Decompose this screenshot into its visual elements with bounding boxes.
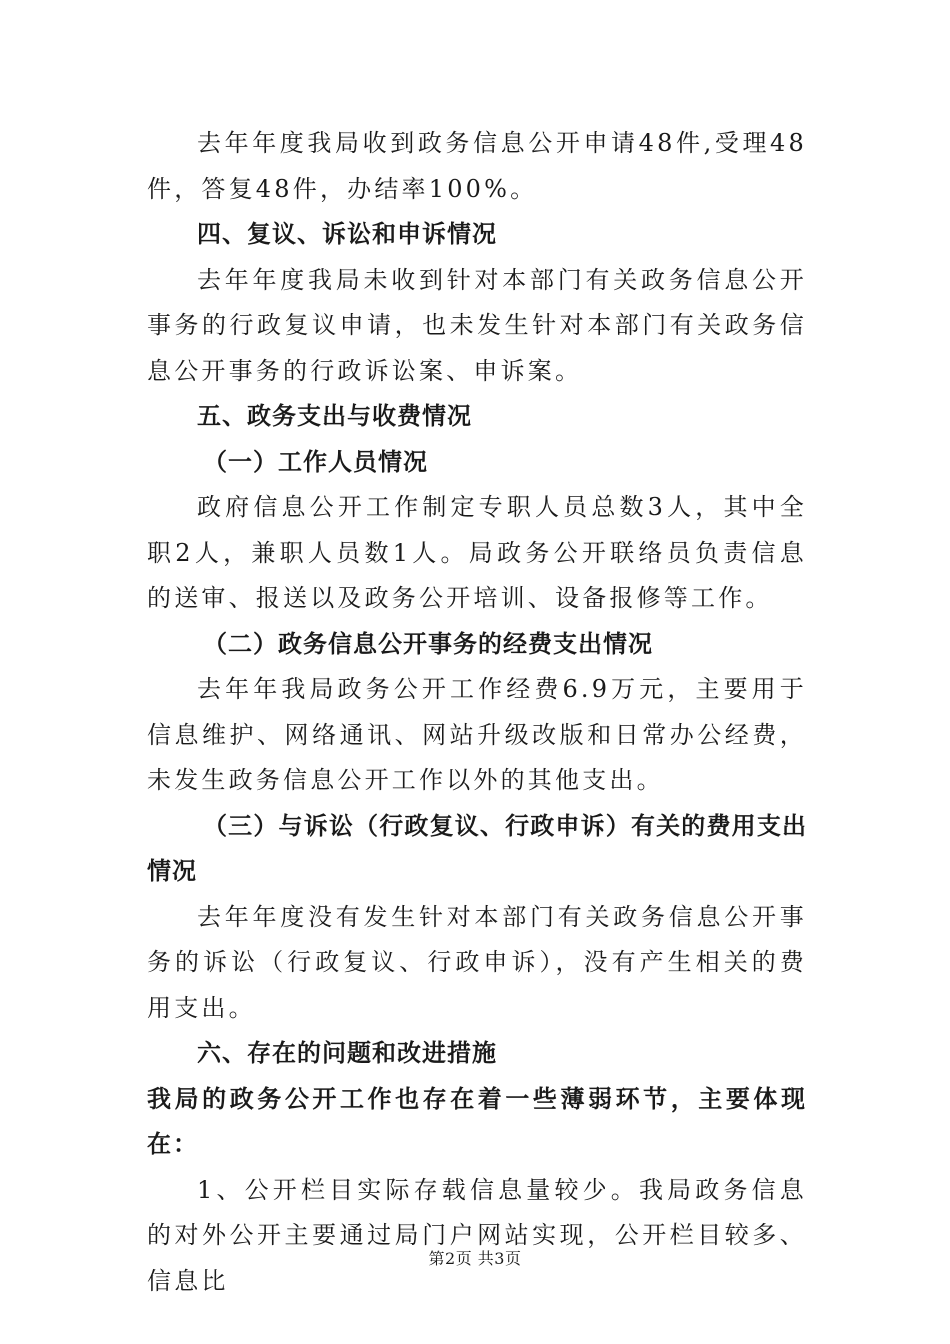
paragraph-weaknesses-intro: 我局的政务公开工作也存在着一些薄弱环节，主要体现在： (147, 1084, 807, 1158)
paragraph-staff: 政府信息公开工作制定专职人员总数3人，其中全职2人，兼职人员数1人。局政务公开联络员负责信息的送审、报送以及政务公开培训、设备报修等工作。 (147, 493, 807, 612)
page-footer: 第2页 共3页 (428, 1249, 522, 1268)
paragraph-review-litigation: 去年年度我局未收到针对本部门有关政务信息公开事务的行政复议申请，也未发生针对本部门有关政务信息公开事务的行政诉讼案、申诉案。 (147, 265, 807, 385)
section-heading-problems: 六、存在的问题和改进措施 (197, 1039, 497, 1067)
section-heading-review-litigation: 四、复议、诉讼和申诉情况 (197, 220, 497, 248)
paragraph-application-stats: 去年年度我局收到政务信息公开申请48件,受理48件，答复48件，办结率100%。 (147, 129, 807, 203)
paragraph-problem-1: 1、公开栏目实际存载信息量较少。我局政务信息的对外公开主要通过局门户网站实现，公开栏目较多、信息比 (147, 1175, 807, 1295)
section-heading-expenditure: 五、政务支出与收费情况 (197, 402, 472, 430)
subheading-funding: （二）政务信息公开事务的经费支出情况 (203, 629, 653, 658)
document-body (147, 121, 807, 1304)
paragraph-litigation-costs: 去年年度没有发生针对本部门有关政务信息公开事务的诉讼（行政复议、行政申诉），没有产生相关的费用支出。 (147, 902, 807, 1022)
subheading-litigation-costs: （三）与诉讼（行政复议、行政申诉）有关的费用支出情况 (147, 811, 807, 885)
paragraph-funding: 去年年我局政务公开工作经费6.9万元，主要用于信息维护、网络通讯、网站升级改版和日常办公经费，未发生政务信息公开工作以外的其他支出。 (147, 675, 807, 794)
subheading-staff: （一）工作人员情况 (203, 447, 428, 476)
